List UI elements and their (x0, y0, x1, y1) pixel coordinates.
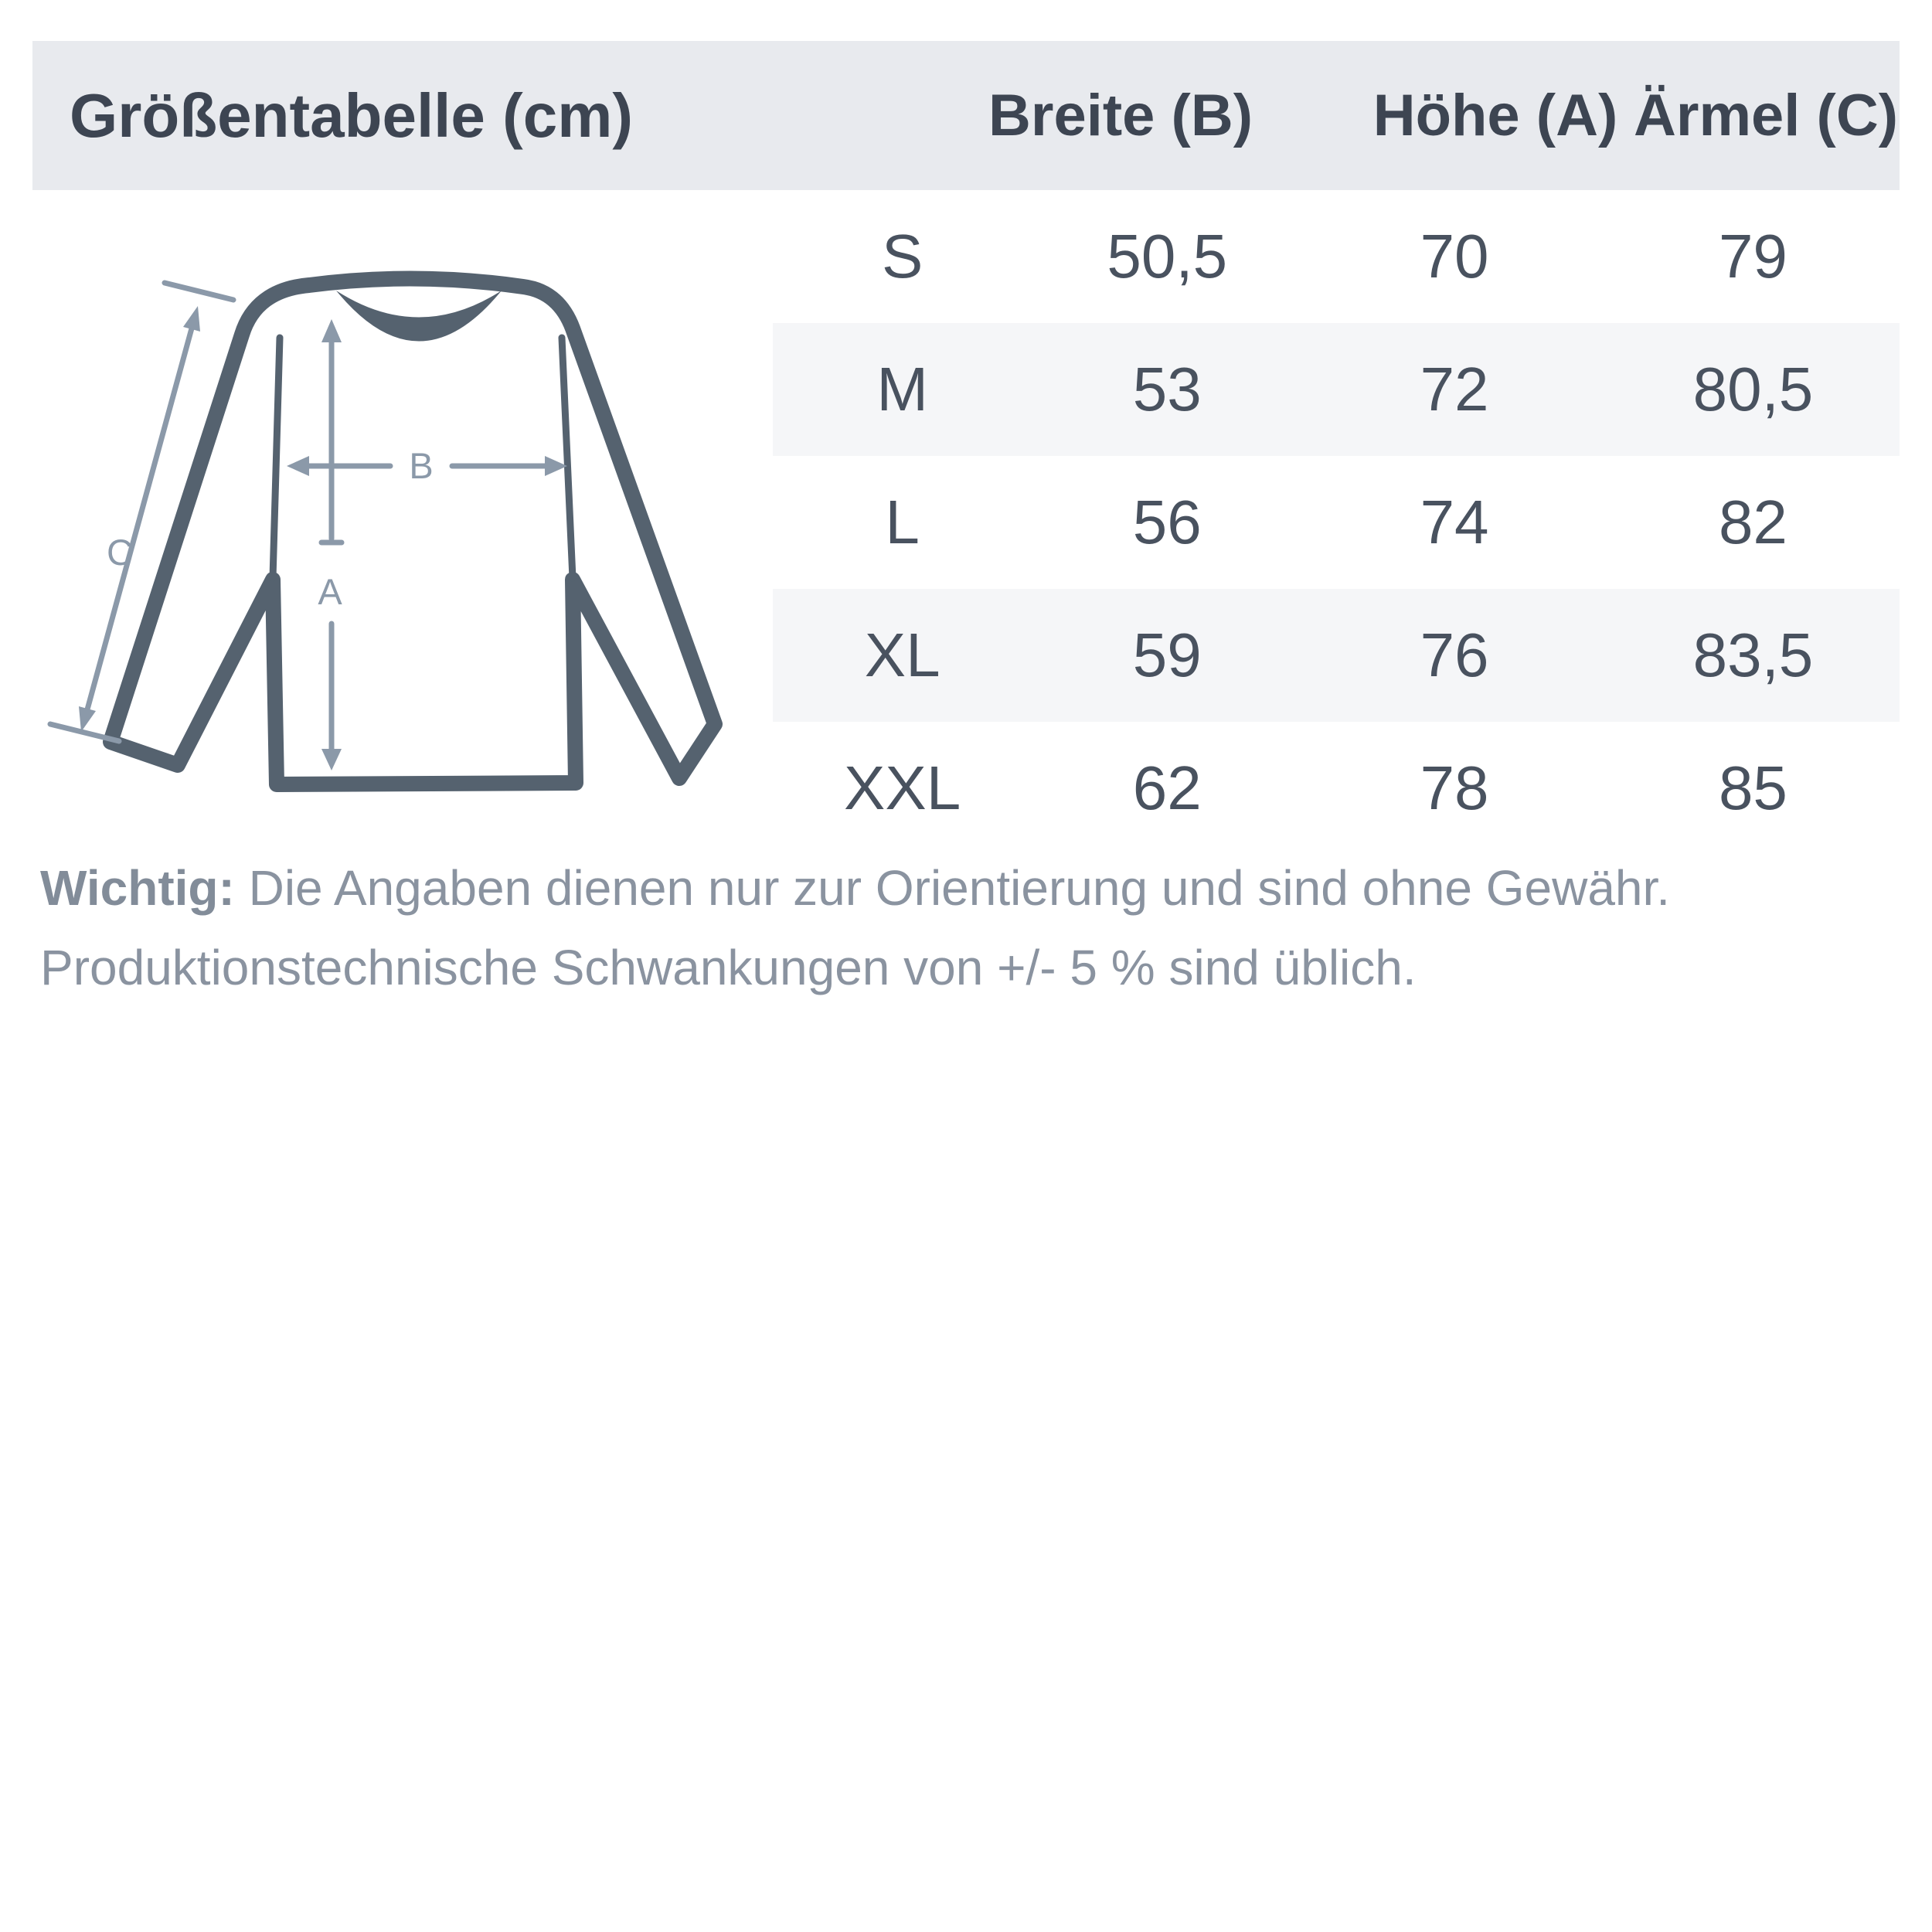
aermel-cell: 79 (1718, 222, 1787, 291)
table-header-bar (32, 41, 1900, 190)
shirt-measurement-diagram (43, 189, 777, 854)
column-header-hoehe: Höhe (A) (1372, 83, 1618, 148)
hoehe-cell: 72 (1420, 355, 1489, 423)
table-row (773, 456, 1900, 589)
shirt-collar-icon (336, 291, 502, 342)
breite-cell: 53 (1132, 355, 1202, 423)
height-label: A (318, 571, 342, 612)
table-row (773, 323, 1900, 456)
sleeve-arrow-top-icon (183, 306, 200, 332)
aermel-cell: 85 (1718, 753, 1787, 822)
disclaimer-note (40, 849, 1864, 1008)
hoehe-cell: 76 (1420, 621, 1489, 689)
hoehe-cell: 74 (1420, 488, 1489, 556)
size-cell: XL (864, 621, 940, 689)
breite-cell: 50,5 (1107, 222, 1228, 291)
aermel-cell: 82 (1718, 488, 1787, 556)
sleeve-label: C (107, 532, 133, 573)
disclaimer-line-2: Produktionstechnische Schwankungen von +/- 5 % sind üblich. (40, 940, 1417, 995)
sleeve-dimension-line (50, 283, 233, 741)
size-cell: L (885, 488, 920, 556)
table-row (773, 589, 1900, 722)
size-table-rows (773, 190, 1900, 855)
aermel-cell: 80,5 (1692, 355, 1814, 423)
size-cell: M (876, 355, 928, 423)
size-chart-title: Größentabelle (cm) (70, 81, 634, 150)
shirt-outline-icon (111, 278, 715, 784)
width-arrow-left-icon (287, 456, 309, 476)
height-arrow-down-icon (321, 749, 342, 770)
breite-cell: 56 (1132, 488, 1202, 556)
hoehe-cell: 70 (1420, 222, 1489, 291)
column-header-breite: Breite (B) (988, 83, 1253, 148)
breite-cell: 62 (1132, 753, 1202, 822)
column-header-aermel: Ärmel (C) (1633, 83, 1899, 148)
hoehe-cell: 78 (1420, 753, 1489, 822)
height-arrow-up-icon (321, 319, 342, 342)
aermel-cell: 83,5 (1692, 621, 1814, 689)
table-row (773, 722, 1900, 855)
disclaimer-important-label: Wichtig: (40, 860, 235, 916)
disclaimer-line-1: Wichtig: Die Angaben dienen nur zur Orientierung und sind ohne Gewähr. (40, 860, 1671, 916)
table-row (773, 190, 1900, 323)
height-dimension-line (321, 342, 342, 753)
sleeve-arrow-bottom-icon (79, 706, 96, 732)
size-cell: S (881, 222, 923, 291)
breite-cell: 59 (1132, 621, 1202, 689)
size-cell: XXL (844, 753, 961, 822)
width-label: B (409, 445, 434, 486)
